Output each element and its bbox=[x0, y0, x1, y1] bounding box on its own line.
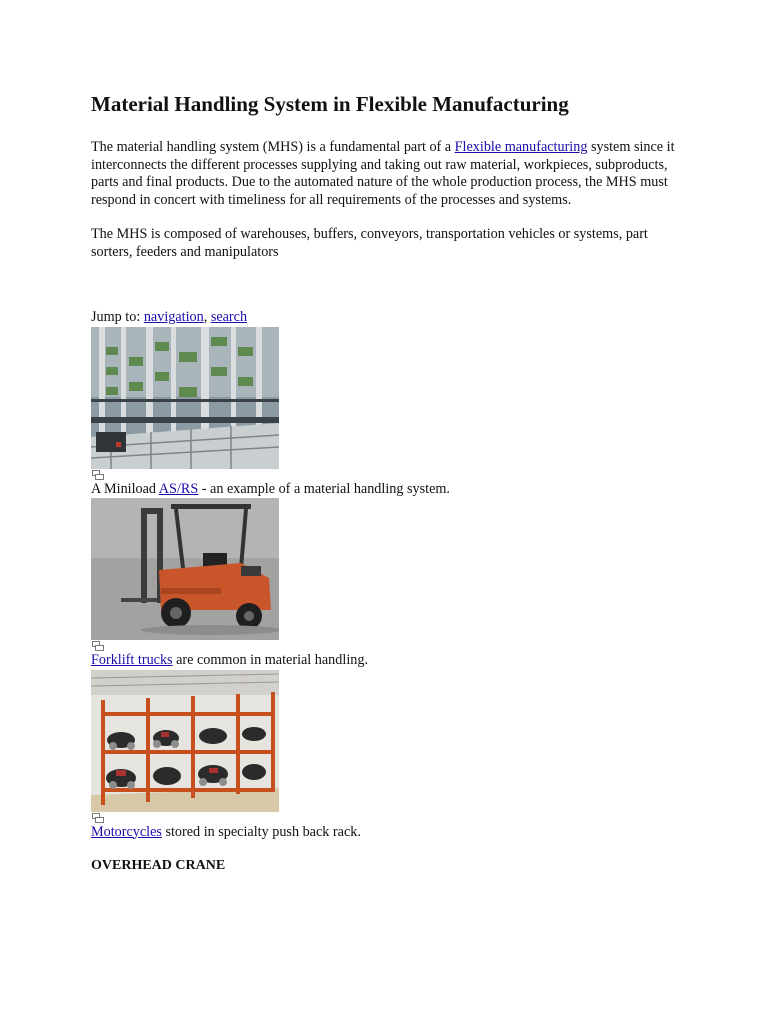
caption-3-after: stored in specialty push back rack. bbox=[161, 823, 361, 840]
jump-label: Jump to: bbox=[91, 309, 144, 325]
asrs-image[interactable] bbox=[91, 327, 279, 469]
intro-paragraph bbox=[91, 139, 691, 209]
section-heading-overhead-crane: OVERHEAD CRANE bbox=[91, 858, 226, 873]
search-link[interactable]: search bbox=[210, 309, 248, 325]
asrs-picture bbox=[91, 327, 279, 469]
forklift-trucks-link[interactable]: Forklift trucks bbox=[91, 652, 173, 668]
caption-1-after: - an example of a material handling system. bbox=[198, 480, 450, 497]
figure-caption-1 bbox=[91, 481, 691, 499]
figure-caption-3 bbox=[91, 824, 691, 842]
composition-paragraph: The MHS is composed of warehouses, buffers, conveyors, transportation vehicles or systems, part sorters, feeders and manipulators bbox=[91, 226, 648, 260]
forklift-image[interactable] bbox=[91, 498, 279, 640]
motorcycle-rack-image[interactable] bbox=[91, 670, 279, 812]
para1-text-after: system since it interconnects the different processes supplying and taking out raw material, workpieces, subproducts, parts and final products. Due to the automated nature of the whole production process, the MHS must respond in concert with timeliness for all requirements of the processes and systems. bbox=[91, 139, 675, 208]
figure-caption-2 bbox=[91, 652, 691, 670]
motorcycles-link[interactable]: Motorcycles bbox=[91, 823, 162, 840]
enlarge-icon[interactable] bbox=[91, 469, 105, 481]
forklift-picture bbox=[91, 498, 279, 640]
para1-text-before: The material handling system (MHS) is a fundamental part of a bbox=[91, 139, 455, 155]
jump-separator: , bbox=[203, 309, 211, 325]
enlarge-icon[interactable] bbox=[91, 640, 105, 652]
jump-to-line bbox=[91, 309, 691, 327]
navigation-link[interactable]: navigation bbox=[143, 309, 204, 325]
enlarge-icon[interactable] bbox=[91, 812, 105, 824]
caption-1-before: A Miniload bbox=[91, 480, 159, 497]
article bbox=[91, 90, 691, 874]
asrs-link[interactable]: AS/RS bbox=[158, 480, 199, 497]
caption-2-after: are common in material handling. bbox=[172, 652, 368, 668]
motorcycle-rack-picture bbox=[91, 670, 279, 812]
article-title: Material Handling System in Flexible Manufacturing bbox=[91, 92, 569, 116]
flexible-manufacturing-link[interactable]: Flexible manufacturing bbox=[454, 139, 588, 155]
